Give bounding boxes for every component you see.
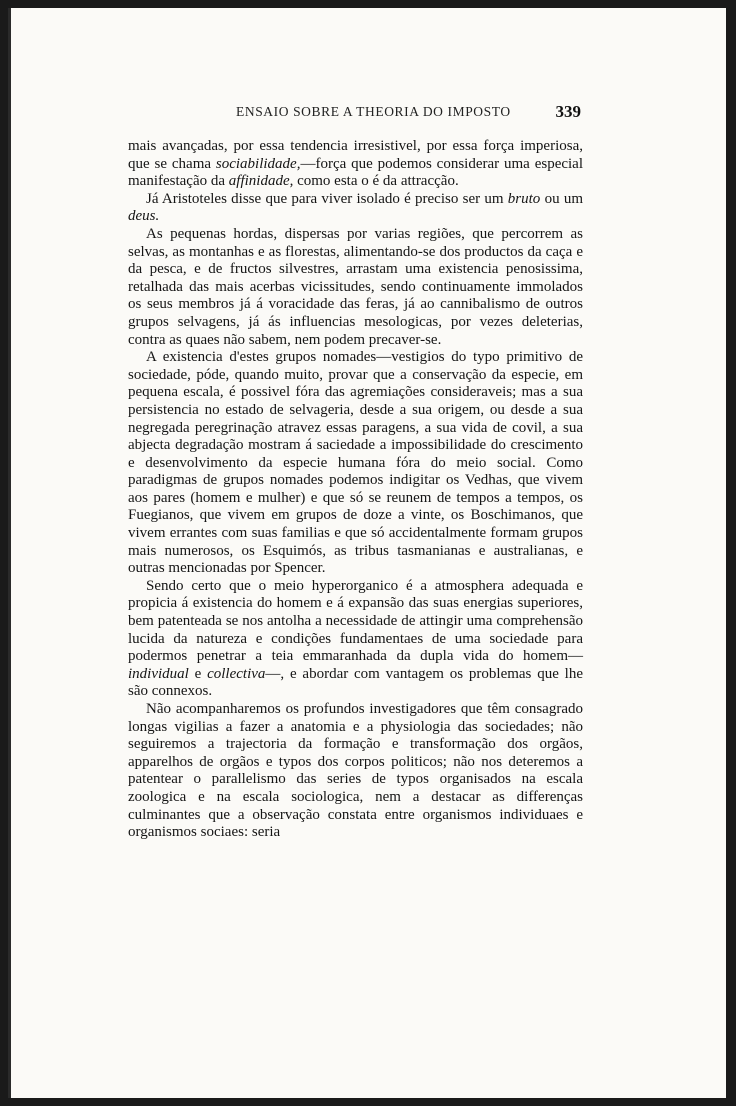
paragraph-5: Sendo certo que o meio hyperorganico é a atmosphera adequada e propicia á existencia do homem e á expansão das suas energias superiores, bem patenteada se nos antolha a necessidade de attingir uma comprehensão lucida da natureza e condições fundamentaes de uma sociedade para podermos penetrar a teia emmaranhada da dupla vida do homem—individual e collectiva—, e abordar com vantagem os problemas que lhe são connexos. bbox=[128, 577, 583, 700]
paragraph-2: Já Aristoteles disse que para viver isolado é preciso ser um bruto ou um deus. bbox=[128, 190, 584, 225]
book-page bbox=[8, 8, 726, 1098]
body-text bbox=[128, 138, 583, 842]
paragraph-4: A existencia d'estes grupos nomades—vestigios do typo primitivo de sociedade, póde, quando muito, provar que a conservação da especie, em pequena escala, é possivel fóra das agremiações consideraveis; mas a sua persistencia no estado de selvageria, desde a sua origem, ou desde a sua negregada peregrinação atravez essas paragens, a sua vida de covil, a sua abjecta degradação mostram á saciedade a impossibilidade do crescimento e desenvolvimento da especie humana fóra do meio social. Como paradigmas de grupos nomades podemos indigitar os Vedhas, que vivem aos pares (homem e mulher) e que só se reunem de tempos a tempos, os Fuegianos, que vivem em grupos de doze a vinte, os Boschimanos, que vivem errantes com suas familias e que só accidentalmente formam grupos mais numerosos, os Esquimós, as tribus tasmanianas e australianas, e outras mencionadas por Spencer. bbox=[128, 349, 583, 577]
paragraph-1: mais avançadas, por essa tendencia irresistivel, por essa força imperiosa, que se chama sociabilidade,—força que podemos considerar uma especial manifestação da affinidade, como esta o é da attracção. bbox=[128, 138, 583, 190]
page-number: 339 bbox=[555, 102, 581, 121]
paragraph-6: Não acompanharemos os profundos investigadores que têm consagrado longas vigilias a fazer a anatomia e a physiologia das sociedades; não seguiremos a trajectoria da formação e transformação dos orgãos, apparelhos de orgãos e typos dos corpos politicos; não nos deteremos a patentear o parallelismo das series de typos organisados na escala zoologica e na escala sociologica, nem a destacar as differenças culminantes que a observação constata entre organismos individuaes e organismos sociaes: seria bbox=[128, 701, 583, 841]
paragraph-3: As pequenas hordas, dispersas por varias regiões, que percorrem as selvas, as montanhas e as florestas, alimentando-se dos productos da caça e da pesca, e de fructos silvestres, arrastam uma existencia penosissima, retalhada das mais acerbas vicissitudes, sendo continuamente immolados os seus membros já á voracidade das feras, já ao cannibalismo de outros grupos selvagens, já ás influencias mesologicas, por vezes deleterias, contra as quaes não sabem, nem podem precaver-se. bbox=[128, 225, 583, 348]
running-title: ENSAIO SOBRE A THEORIA DO IMPOSTO bbox=[236, 104, 511, 119]
page-header bbox=[236, 102, 581, 124]
